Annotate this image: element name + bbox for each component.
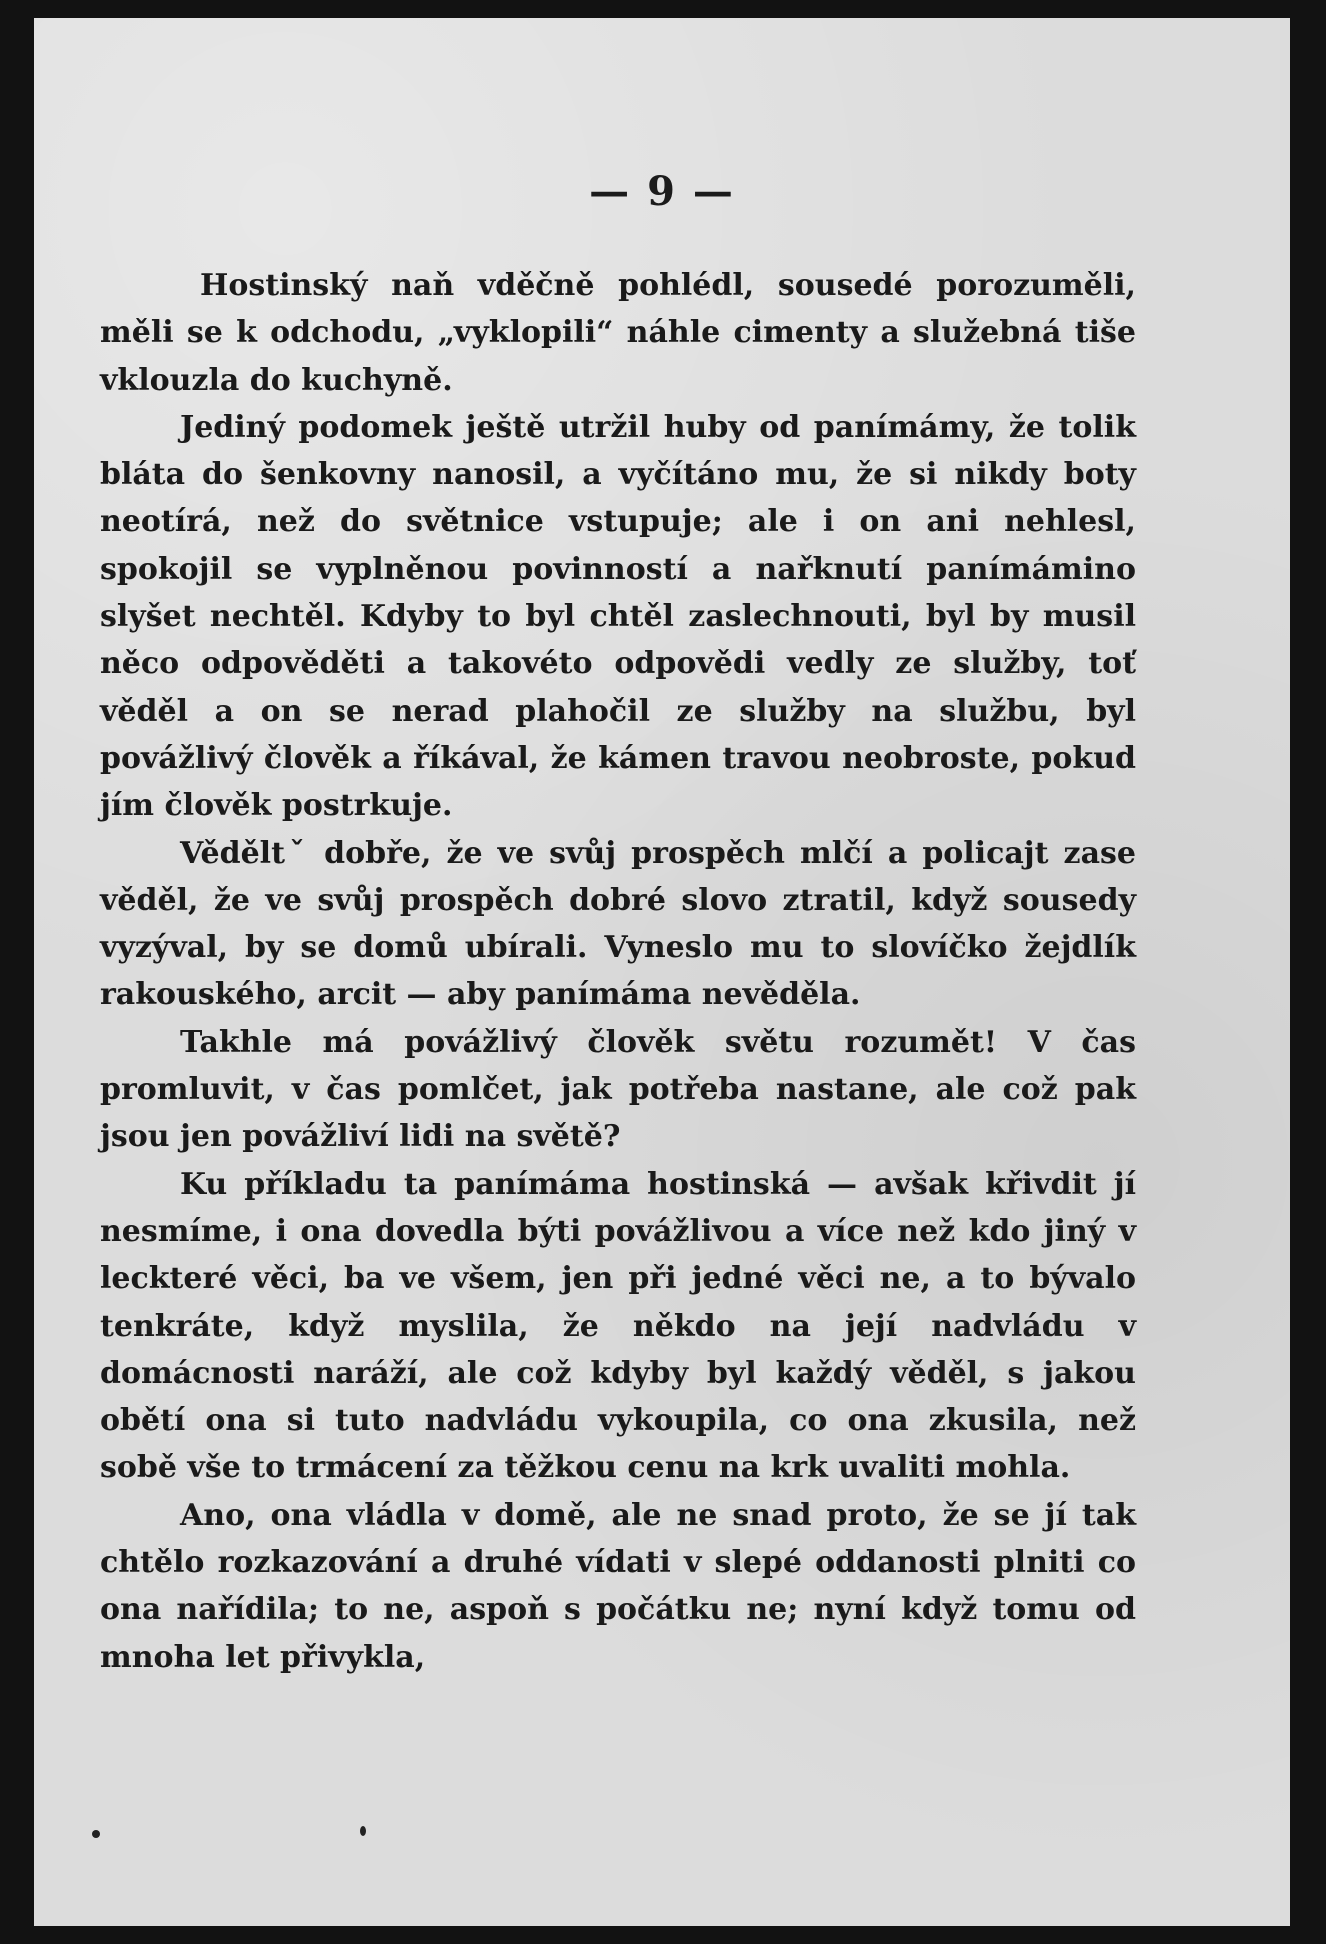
paragraph-4: Takhle má povážlivý člověk světu rozumět! V čas promluvit, v čas pomlčet, jak potřeba nastane, ale což pak jsou jen povážliví lidi na světě? (100, 1024, 1136, 1155)
body-text (100, 262, 1136, 1681)
paragraph-3: Věděltˇ dobře, že ve svůj prospěch mlčí a policajt zase věděl, že ve svůj prospěch dobré slovo ztratil, když sousedy vyzýval, by se domů ubírali. Vyneslo mu to slovíčko žejdlík rakouského, arcit — aby panímáma nevěděla. (100, 835, 1136, 1013)
ink-speck (92, 1830, 100, 1838)
paragraph-5: Ku příkladu ta panímáma hostinská — avšak křivdit jí nesmíme, i ona dovedla býti povážlivou a více než kdo jiný v leckteré věci, ba ve všem, jen při jedné věci ne, a to bývalo tenkráte, když myslila, že někdo na její nadvládu v domácnosti naráží, ale což kdyby byl každý věděl, s jakou obětí ona si tuto nadvládu vykoupila, co ona zkusila, než sobě vše to trmácení za těžkou cenu na krk uvaliti mohla. (100, 1166, 1136, 1486)
book-page (34, 18, 1290, 1926)
ink-speck (360, 1826, 366, 1836)
paragraph-1: Hostinský naň vděčně pohlédl, sousedé porozuměli, měli se k odchodu, „vyklopili“ náhle cimenty a služebná tiše vklouzla do kuchyně. (100, 268, 1136, 398)
paragraph-2: Jediný podomek ještě utržil huby od panímámy, že tolik bláta do šenkovny nanosil, a vyčítáno mu, že si nikdy boty neotírá, než do světnice vstupuje; ale i on ani nehlesl, spokojil se vyplněnou povinností a nařknutí panímámino slyšet nechtěl. Kdyby to byl chtěl zaslechnouti, byl by musil něco odpověděti a takovéto odpovědi vedly ze služby, toť věděl a on se nerad plahočil ze služby na službu, byl povážlivý člověk a říkával, že kámen travou neobroste, pokud jím člověk postrkuje. (100, 409, 1136, 824)
paragraph-6: Ano, ona vládla v domě, ale ne snad proto, že se jí tak chtělo rozkazování a druhé vídati v slepé oddanosti plniti co ona nařídila; to ne, aspoň s počátku ne; nyní když tomu od mnoha let přivykla, (100, 1497, 1136, 1675)
page-number: — 9 — (589, 168, 735, 215)
